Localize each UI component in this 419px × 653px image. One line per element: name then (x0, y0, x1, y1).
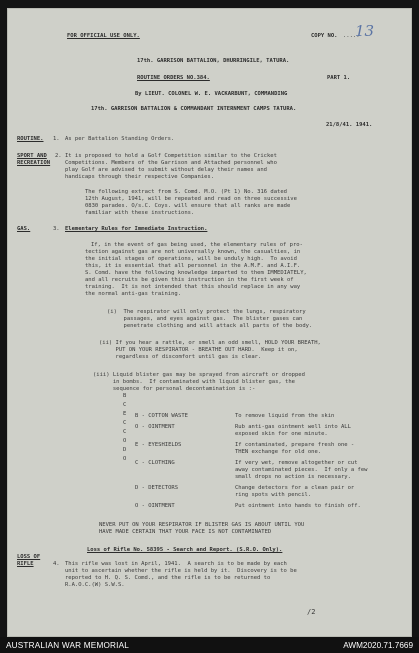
sport-label-line1: SPORT AND (17, 153, 47, 159)
archive-footer (0, 637, 419, 653)
decon-desc: Change detectors for a clean pair or (235, 485, 355, 491)
rule-i-line: penetrate clothing and will attack all parts of the body. (107, 323, 313, 329)
gas-intro-line: S. Comd. have the following knowledge imparted to them IMMEDIATELY, (85, 270, 307, 276)
extract-para-line: familiar with these instructions. (85, 210, 195, 216)
decon-desc: small drops no action is necessary. (235, 474, 351, 480)
decon-desc: exposed skin for one minute. (235, 431, 328, 437)
loss-heading: Loss of Rifle No. 58395 - Search and Report. (S.R.O. Only). (87, 547, 283, 553)
order-date: 21/8/41. 1941. (326, 122, 373, 128)
commanding-officer-line: By LIEUT. COLONEL W. E. VACKARBUNT, COMMANDING (135, 91, 288, 97)
decon-margin-letter: E (123, 411, 127, 417)
sport-para-line: play Golf are advised to submit without delay their names and (65, 167, 267, 173)
decon-margin-letter: C (123, 429, 127, 435)
decon-desc: Rub anti-gas ointment well into ALL (235, 424, 351, 430)
loss-label-line2: RIFLE (17, 561, 34, 567)
document-page (7, 8, 412, 637)
decon-desc: If contaminated, prepare fresh one - (235, 442, 355, 448)
sport-para-line: Competitions. Members of the Garrison and Attached personnel who (65, 160, 277, 166)
never-warning-line1: NEVER PUT ON YOUR RESPIRATOR IF BLISTER GAS IS ABOUT UNTIL YOU (99, 522, 305, 528)
loss-para-line: reported to H. Q. S. Comd., and the rifle is to be returned to (65, 575, 271, 581)
decon-item: B - COTTON WASTE (135, 413, 188, 419)
gas-intro-line: training. It is not intended that this should replace in any way (85, 284, 301, 290)
gas-label: GAS. (17, 226, 31, 232)
gas-intro-line: this, it is essential that all personnel in the A.M.F. and A.I.F. (85, 263, 301, 269)
never-warning-line2: HAVE MADE CERTAIN THAT YOUR FACE IS NOT CONTAMINATED (99, 529, 272, 535)
rule-i-line: passages, and eyes against gas. The blister gases can (107, 316, 303, 322)
continuation-page-number: /2 (307, 608, 316, 616)
loss-para-line: This rifle was lost in April, 1941. A search is to be made by each (65, 561, 287, 567)
handwritten-page-number: 13 (355, 22, 375, 40)
gas-intro-line: If, in the event of gas being used, the elementary rules of pro- (91, 242, 303, 248)
decon-desc: To remove liquid from the skin (235, 413, 335, 419)
extract-para-line: 0830 parades. O/s.C. Coys. will ensure that all ranks are made (85, 203, 291, 209)
footer-accession-id: AWM2020.71.7669 (343, 641, 413, 650)
rule-i-line: (i) The respirator will only protect the lungs, respiratory (107, 309, 306, 315)
decon-desc: ring spots with pencil. (235, 492, 312, 498)
gas-intro-line: the normal anti-gas training. (85, 291, 182, 297)
official-use-heading: FOR OFFICIAL USE ONLY. (67, 33, 140, 39)
internment-camps-line: 17th. GARRISON BATTALION & COMMANDANT INTERNMENT CAMPS TATURA. (91, 106, 297, 112)
rule-iii-line: (iii) Liquid blister gas may be sprayed from aircraft or dropped (93, 372, 305, 378)
decon-item: O - OINTMENT (135, 424, 175, 430)
gas-number: 3. (53, 226, 60, 232)
decon-item: E - EYESHIELDS (135, 442, 182, 448)
decon-item: C - CLOTHING (135, 460, 175, 466)
gas-section-title: Elementary Rules for Immediate Instruction. (65, 226, 208, 232)
decon-item: D - DETECTORS (135, 485, 179, 491)
rule-iii-line: sequence for personal decontamination is :- (93, 386, 256, 392)
decon-margin-letter: C (123, 420, 127, 426)
routine-number: 1. (53, 136, 60, 142)
decon-desc: away contaminated pieces. If only a few (235, 467, 368, 473)
decon-margin-letter: O (123, 456, 127, 462)
part-label: PART 1. (327, 75, 351, 81)
loss-number: 4. (53, 561, 60, 567)
decon-margin-letter: O (123, 438, 127, 444)
rule-ii-line: PUT ON YOUR RESPIRATOR - BREATHE OUT HARD. Keep it on, (99, 347, 298, 353)
loss-label-line1: LOSS OF (17, 554, 41, 560)
routine-text: As per Battalion Standing Orders. (65, 136, 175, 142)
loss-para-line: R.A.O.C.(W) S.W.S. (65, 582, 125, 588)
routine-orders-number: ROUTINE ORDERS NO.384. (137, 75, 210, 81)
decon-margin-letter: D (123, 447, 127, 453)
decon-desc: If very wet, remove altogether or cut (235, 460, 358, 466)
sport-para-line: It is proposed to hold a Golf Competition similar to the Cricket (65, 153, 277, 159)
copy-label: COPY NO. (311, 33, 338, 39)
loss-para-line: unit to ascertain whether the rifle is held by it. Discovery is to be (65, 568, 297, 574)
decon-margin-letter: C (123, 402, 127, 408)
rule-ii-line: regardless of discomfort until gas is clear. (99, 354, 262, 360)
rule-ii-line: (ii) If you hear a rattle, or smell an odd smell, HOLD YOUR BREATH, (99, 340, 321, 346)
sport-label-line2: RECREATION (17, 160, 51, 166)
decon-margin-letter: B (123, 393, 127, 399)
gas-intro-line: and all recruits be given this instruction in the first week of (85, 277, 294, 283)
extract-para-line: The following extract from S. Comd. M.O. (Pt 1) No. 316 dated (85, 189, 287, 195)
decon-desc: THEN exchange for old one. (235, 449, 322, 455)
unit-title: 17th. GARRISON BATTALION, DHURRINGILE, TATURA. (137, 58, 290, 64)
sport-para-line: handicaps through their respective Companies. (65, 174, 215, 180)
sport-number: 2. (55, 153, 62, 159)
decon-desc: Put ointment into hands to finish off. (235, 503, 361, 509)
footer-institution: AUSTRALIAN WAR MEMORIAL (6, 641, 130, 650)
gas-intro-line: tection against gas are not universally known, the casualties, in (85, 249, 301, 255)
decon-item: O - OINTMENT (135, 503, 175, 509)
rule-iii-line: in bombs. If contaminated with liquid blister gas, the (93, 379, 295, 385)
copy-number-blank: ..... (343, 33, 360, 39)
extract-para-line: 12th August, 1941, will be repeated and read on three successive (85, 196, 297, 202)
gas-intro-line: the initial stages of operations, will be unduly high. To avoid (85, 256, 297, 262)
routine-label: ROUTINE. (17, 136, 44, 142)
